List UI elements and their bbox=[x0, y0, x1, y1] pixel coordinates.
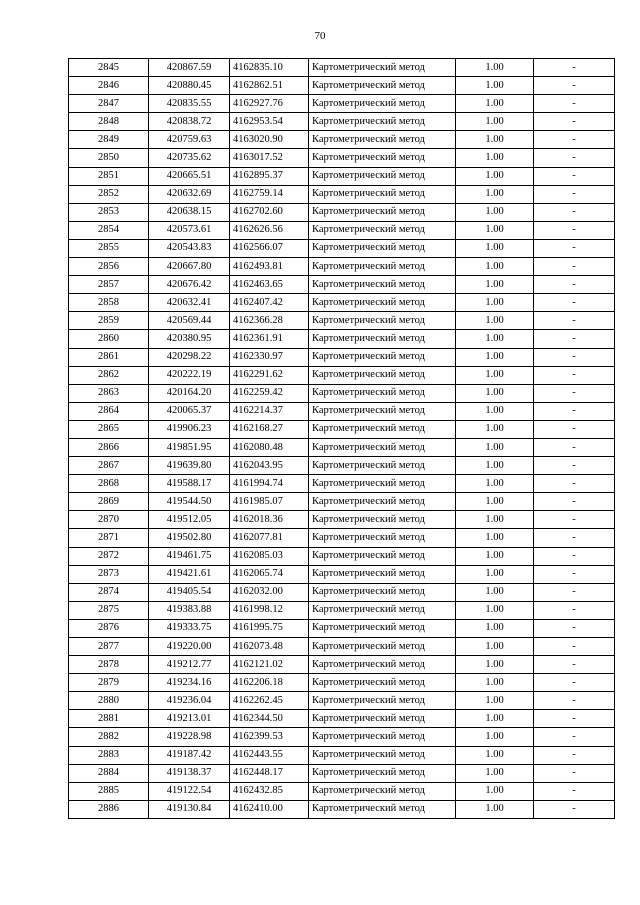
x-coordinate-cell: 420838.72 bbox=[149, 113, 230, 131]
method-cell: Картометрический метод bbox=[309, 366, 456, 384]
method-cell: Картометрический метод bbox=[309, 95, 456, 113]
note-cell: - bbox=[534, 782, 615, 800]
point-number-cell: 2885 bbox=[69, 782, 149, 800]
method-cell: Картометрический метод bbox=[309, 402, 456, 420]
y-coordinate-cell: 4162330.97 bbox=[230, 348, 309, 366]
point-number-cell: 2859 bbox=[69, 312, 149, 330]
table-row bbox=[69, 185, 615, 203]
note-cell: - bbox=[534, 728, 615, 746]
point-number-cell: 2852 bbox=[69, 185, 149, 203]
accuracy-cell: 1.00 bbox=[456, 402, 534, 420]
accuracy-cell: 1.00 bbox=[456, 312, 534, 330]
y-coordinate-cell: 4162214.37 bbox=[230, 402, 309, 420]
point-number-cell: 2854 bbox=[69, 221, 149, 239]
table-row bbox=[69, 312, 615, 330]
note-cell: - bbox=[534, 475, 615, 493]
table-row bbox=[69, 656, 615, 674]
x-coordinate-cell: 420665.51 bbox=[149, 167, 230, 185]
y-coordinate-cell: 4162043.95 bbox=[230, 457, 309, 475]
x-coordinate-cell: 420380.95 bbox=[149, 330, 230, 348]
table-row bbox=[69, 59, 615, 77]
method-cell: Картометрический метод bbox=[309, 384, 456, 402]
table-row bbox=[69, 800, 615, 818]
accuracy-cell: 1.00 bbox=[456, 710, 534, 728]
method-cell: Картометрический метод bbox=[309, 547, 456, 565]
point-number-cell: 2863 bbox=[69, 384, 149, 402]
y-coordinate-cell: 4162168.27 bbox=[230, 420, 309, 438]
note-cell: - bbox=[534, 619, 615, 637]
note-cell: - bbox=[534, 674, 615, 692]
accuracy-cell: 1.00 bbox=[456, 619, 534, 637]
note-cell: - bbox=[534, 384, 615, 402]
note-cell: - bbox=[534, 656, 615, 674]
accuracy-cell: 1.00 bbox=[456, 475, 534, 493]
table-row bbox=[69, 330, 615, 348]
x-coordinate-cell: 420735.62 bbox=[149, 149, 230, 167]
y-coordinate-cell: 4162895.37 bbox=[230, 167, 309, 185]
accuracy-cell: 1.00 bbox=[456, 258, 534, 276]
accuracy-cell: 1.00 bbox=[456, 692, 534, 710]
accuracy-cell: 1.00 bbox=[456, 366, 534, 384]
point-number-cell: 2875 bbox=[69, 601, 149, 619]
y-coordinate-cell: 4162073.48 bbox=[230, 638, 309, 656]
method-cell: Картометрический метод bbox=[309, 330, 456, 348]
accuracy-cell: 1.00 bbox=[456, 493, 534, 511]
point-number-cell: 2865 bbox=[69, 420, 149, 438]
point-number-cell: 2849 bbox=[69, 131, 149, 149]
method-cell: Картометрический метод bbox=[309, 619, 456, 637]
note-cell: - bbox=[534, 330, 615, 348]
note-cell: - bbox=[534, 312, 615, 330]
point-number-cell: 2876 bbox=[69, 619, 149, 637]
method-cell: Картометрический метод bbox=[309, 203, 456, 221]
y-coordinate-cell: 4162259.42 bbox=[230, 384, 309, 402]
x-coordinate-cell: 419333.75 bbox=[149, 619, 230, 637]
accuracy-cell: 1.00 bbox=[456, 203, 534, 221]
accuracy-cell: 1.00 bbox=[456, 674, 534, 692]
point-number-cell: 2857 bbox=[69, 276, 149, 294]
point-number-cell: 2847 bbox=[69, 95, 149, 113]
x-coordinate-cell: 420573.61 bbox=[149, 221, 230, 239]
method-cell: Картометрический метод bbox=[309, 276, 456, 294]
table-row bbox=[69, 384, 615, 402]
y-coordinate-cell: 4162862.51 bbox=[230, 77, 309, 95]
point-number-cell: 2879 bbox=[69, 674, 149, 692]
method-cell: Картометрический метод bbox=[309, 511, 456, 529]
coordinates-table-body bbox=[69, 59, 615, 819]
point-number-cell: 2867 bbox=[69, 457, 149, 475]
note-cell: - bbox=[534, 366, 615, 384]
accuracy-cell: 1.00 bbox=[456, 95, 534, 113]
method-cell: Картометрический метод bbox=[309, 258, 456, 276]
method-cell: Картометрический метод bbox=[309, 493, 456, 511]
method-cell: Картометрический метод bbox=[309, 420, 456, 438]
point-number-cell: 2868 bbox=[69, 475, 149, 493]
accuracy-cell: 1.00 bbox=[456, 547, 534, 565]
method-cell: Картометрический метод bbox=[309, 294, 456, 312]
y-coordinate-cell: 4161995.75 bbox=[230, 619, 309, 637]
table-row bbox=[69, 710, 615, 728]
method-cell: Картометрический метод bbox=[309, 77, 456, 95]
accuracy-cell: 1.00 bbox=[456, 457, 534, 475]
accuracy-cell: 1.00 bbox=[456, 601, 534, 619]
y-coordinate-cell: 4162626.56 bbox=[230, 221, 309, 239]
method-cell: Картометрический метод bbox=[309, 113, 456, 131]
table-row bbox=[69, 746, 615, 764]
point-number-cell: 2886 bbox=[69, 800, 149, 818]
note-cell: - bbox=[534, 438, 615, 456]
point-number-cell: 2858 bbox=[69, 294, 149, 312]
y-coordinate-cell: 4162702.60 bbox=[230, 203, 309, 221]
method-cell: Картометрический метод bbox=[309, 638, 456, 656]
x-coordinate-cell: 419906.23 bbox=[149, 420, 230, 438]
y-coordinate-cell: 4163017.52 bbox=[230, 149, 309, 167]
table-row bbox=[69, 764, 615, 782]
accuracy-cell: 1.00 bbox=[456, 185, 534, 203]
method-cell: Картометрический метод bbox=[309, 149, 456, 167]
table-row bbox=[69, 276, 615, 294]
accuracy-cell: 1.00 bbox=[456, 565, 534, 583]
note-cell: - bbox=[534, 565, 615, 583]
method-cell: Картометрический метод bbox=[309, 710, 456, 728]
x-coordinate-cell: 419228.98 bbox=[149, 728, 230, 746]
table-row bbox=[69, 95, 615, 113]
x-coordinate-cell: 419122.54 bbox=[149, 782, 230, 800]
y-coordinate-cell: 4163020.90 bbox=[230, 131, 309, 149]
table-row bbox=[69, 294, 615, 312]
point-number-cell: 2883 bbox=[69, 746, 149, 764]
point-number-cell: 2882 bbox=[69, 728, 149, 746]
note-cell: - bbox=[534, 710, 615, 728]
x-coordinate-cell: 419138.37 bbox=[149, 764, 230, 782]
accuracy-cell: 1.00 bbox=[456, 294, 534, 312]
method-cell: Картометрический метод bbox=[309, 312, 456, 330]
accuracy-cell: 1.00 bbox=[456, 330, 534, 348]
table-row bbox=[69, 565, 615, 583]
accuracy-cell: 1.00 bbox=[456, 656, 534, 674]
table-row bbox=[69, 113, 615, 131]
x-coordinate-cell: 419421.61 bbox=[149, 565, 230, 583]
x-coordinate-cell: 419502.80 bbox=[149, 529, 230, 547]
accuracy-cell: 1.00 bbox=[456, 77, 534, 95]
x-coordinate-cell: 419236.04 bbox=[149, 692, 230, 710]
point-number-cell: 2874 bbox=[69, 583, 149, 601]
table-row bbox=[69, 258, 615, 276]
point-number-cell: 2848 bbox=[69, 113, 149, 131]
accuracy-cell: 1.00 bbox=[456, 583, 534, 601]
note-cell: - bbox=[534, 601, 615, 619]
table-row bbox=[69, 348, 615, 366]
method-cell: Картометрический метод bbox=[309, 674, 456, 692]
point-number-cell: 2856 bbox=[69, 258, 149, 276]
table-row bbox=[69, 77, 615, 95]
point-number-cell: 2881 bbox=[69, 710, 149, 728]
accuracy-cell: 1.00 bbox=[456, 782, 534, 800]
coordinates-table bbox=[68, 58, 615, 819]
y-coordinate-cell: 4162443.55 bbox=[230, 746, 309, 764]
point-number-cell: 2860 bbox=[69, 330, 149, 348]
y-coordinate-cell: 4162291.62 bbox=[230, 366, 309, 384]
x-coordinate-cell: 420667.80 bbox=[149, 258, 230, 276]
note-cell: - bbox=[534, 692, 615, 710]
table-row bbox=[69, 131, 615, 149]
table-row bbox=[69, 366, 615, 384]
method-cell: Картометрический метод bbox=[309, 800, 456, 818]
table-row bbox=[69, 583, 615, 601]
point-number-cell: 2866 bbox=[69, 438, 149, 456]
table-row bbox=[69, 239, 615, 257]
note-cell: - bbox=[534, 583, 615, 601]
note-cell: - bbox=[534, 59, 615, 77]
note-cell: - bbox=[534, 800, 615, 818]
y-coordinate-cell: 4162262.45 bbox=[230, 692, 309, 710]
x-coordinate-cell: 419213.01 bbox=[149, 710, 230, 728]
note-cell: - bbox=[534, 348, 615, 366]
accuracy-cell: 1.00 bbox=[456, 384, 534, 402]
point-number-cell: 2880 bbox=[69, 692, 149, 710]
accuracy-cell: 1.00 bbox=[456, 131, 534, 149]
y-coordinate-cell: 4162080.48 bbox=[230, 438, 309, 456]
y-coordinate-cell: 4161985.07 bbox=[230, 493, 309, 511]
table-row bbox=[69, 547, 615, 565]
x-coordinate-cell: 419639.80 bbox=[149, 457, 230, 475]
note-cell: - bbox=[534, 77, 615, 95]
table-row bbox=[69, 420, 615, 438]
note-cell: - bbox=[534, 457, 615, 475]
point-number-cell: 2877 bbox=[69, 638, 149, 656]
method-cell: Картометрический метод bbox=[309, 438, 456, 456]
x-coordinate-cell: 420759.63 bbox=[149, 131, 230, 149]
method-cell: Картометрический метод bbox=[309, 728, 456, 746]
accuracy-cell: 1.00 bbox=[456, 239, 534, 257]
point-number-cell: 2864 bbox=[69, 402, 149, 420]
x-coordinate-cell: 420632.69 bbox=[149, 185, 230, 203]
point-number-cell: 2851 bbox=[69, 167, 149, 185]
y-coordinate-cell: 4162121.02 bbox=[230, 656, 309, 674]
table-row bbox=[69, 438, 615, 456]
x-coordinate-cell: 420867.59 bbox=[149, 59, 230, 77]
y-coordinate-cell: 4162432.85 bbox=[230, 782, 309, 800]
y-coordinate-cell: 4162566.07 bbox=[230, 239, 309, 257]
point-number-cell: 2872 bbox=[69, 547, 149, 565]
accuracy-cell: 1.00 bbox=[456, 348, 534, 366]
note-cell: - bbox=[534, 95, 615, 113]
y-coordinate-cell: 4162366.28 bbox=[230, 312, 309, 330]
y-coordinate-cell: 4161998.12 bbox=[230, 601, 309, 619]
note-cell: - bbox=[534, 239, 615, 257]
x-coordinate-cell: 419588.17 bbox=[149, 475, 230, 493]
y-coordinate-cell: 4162077.81 bbox=[230, 529, 309, 547]
method-cell: Картометрический метод bbox=[309, 348, 456, 366]
x-coordinate-cell: 419544.50 bbox=[149, 493, 230, 511]
accuracy-cell: 1.00 bbox=[456, 638, 534, 656]
y-coordinate-cell: 4161994.74 bbox=[230, 475, 309, 493]
method-cell: Картометрический метод bbox=[309, 131, 456, 149]
y-coordinate-cell: 4162032.00 bbox=[230, 583, 309, 601]
x-coordinate-cell: 420298.22 bbox=[149, 348, 230, 366]
x-coordinate-cell: 419234.16 bbox=[149, 674, 230, 692]
method-cell: Картометрический метод bbox=[309, 457, 456, 475]
table-row bbox=[69, 457, 615, 475]
note-cell: - bbox=[534, 511, 615, 529]
method-cell: Картометрический метод bbox=[309, 221, 456, 239]
accuracy-cell: 1.00 bbox=[456, 511, 534, 529]
method-cell: Картометрический метод bbox=[309, 185, 456, 203]
x-coordinate-cell: 419212.77 bbox=[149, 656, 230, 674]
note-cell: - bbox=[534, 276, 615, 294]
method-cell: Картометрический метод bbox=[309, 565, 456, 583]
table-row bbox=[69, 782, 615, 800]
x-coordinate-cell: 419187.42 bbox=[149, 746, 230, 764]
table-row bbox=[69, 692, 615, 710]
accuracy-cell: 1.00 bbox=[456, 149, 534, 167]
note-cell: - bbox=[534, 529, 615, 547]
x-coordinate-cell: 420164.20 bbox=[149, 384, 230, 402]
x-coordinate-cell: 419461.75 bbox=[149, 547, 230, 565]
method-cell: Картометрический метод bbox=[309, 475, 456, 493]
method-cell: Картометрический метод bbox=[309, 529, 456, 547]
point-number-cell: 2871 bbox=[69, 529, 149, 547]
x-coordinate-cell: 419130.84 bbox=[149, 800, 230, 818]
table-row bbox=[69, 511, 615, 529]
method-cell: Картометрический метод bbox=[309, 239, 456, 257]
point-number-cell: 2855 bbox=[69, 239, 149, 257]
y-coordinate-cell: 4162399.53 bbox=[230, 728, 309, 746]
note-cell: - bbox=[534, 420, 615, 438]
page-number: 70 bbox=[314, 30, 326, 42]
accuracy-cell: 1.00 bbox=[456, 276, 534, 294]
y-coordinate-cell: 4162835.10 bbox=[230, 59, 309, 77]
point-number-cell: 2873 bbox=[69, 565, 149, 583]
point-number-cell: 2846 bbox=[69, 77, 149, 95]
point-number-cell: 2861 bbox=[69, 348, 149, 366]
point-number-cell: 2850 bbox=[69, 149, 149, 167]
x-coordinate-cell: 420543.83 bbox=[149, 239, 230, 257]
y-coordinate-cell: 4162085.03 bbox=[230, 547, 309, 565]
accuracy-cell: 1.00 bbox=[456, 728, 534, 746]
point-number-cell: 2870 bbox=[69, 511, 149, 529]
y-coordinate-cell: 4162407.42 bbox=[230, 294, 309, 312]
accuracy-cell: 1.00 bbox=[456, 113, 534, 131]
x-coordinate-cell: 420638.15 bbox=[149, 203, 230, 221]
table-row bbox=[69, 203, 615, 221]
note-cell: - bbox=[534, 113, 615, 131]
method-cell: Картометрический метод bbox=[309, 656, 456, 674]
table-row bbox=[69, 221, 615, 239]
note-cell: - bbox=[534, 258, 615, 276]
point-number-cell: 2878 bbox=[69, 656, 149, 674]
table-row bbox=[69, 619, 615, 637]
table-row bbox=[69, 493, 615, 511]
x-coordinate-cell: 420880.45 bbox=[149, 77, 230, 95]
x-coordinate-cell: 420835.55 bbox=[149, 95, 230, 113]
y-coordinate-cell: 4162927.76 bbox=[230, 95, 309, 113]
table-row bbox=[69, 402, 615, 420]
note-cell: - bbox=[534, 294, 615, 312]
method-cell: Картометрический метод bbox=[309, 583, 456, 601]
note-cell: - bbox=[534, 493, 615, 511]
y-coordinate-cell: 4162344.50 bbox=[230, 710, 309, 728]
method-cell: Картометрический метод bbox=[309, 167, 456, 185]
method-cell: Картометрический метод bbox=[309, 59, 456, 77]
note-cell: - bbox=[534, 131, 615, 149]
y-coordinate-cell: 4162410.00 bbox=[230, 800, 309, 818]
method-cell: Картометрический метод bbox=[309, 601, 456, 619]
method-cell: Картометрический метод bbox=[309, 692, 456, 710]
x-coordinate-cell: 420222.19 bbox=[149, 366, 230, 384]
accuracy-cell: 1.00 bbox=[456, 221, 534, 239]
accuracy-cell: 1.00 bbox=[456, 764, 534, 782]
table-row bbox=[69, 167, 615, 185]
accuracy-cell: 1.00 bbox=[456, 529, 534, 547]
table-row bbox=[69, 529, 615, 547]
x-coordinate-cell: 419383.88 bbox=[149, 601, 230, 619]
accuracy-cell: 1.00 bbox=[456, 800, 534, 818]
x-coordinate-cell: 420569.44 bbox=[149, 312, 230, 330]
accuracy-cell: 1.00 bbox=[456, 167, 534, 185]
note-cell: - bbox=[534, 638, 615, 656]
note-cell: - bbox=[534, 185, 615, 203]
x-coordinate-cell: 420632.41 bbox=[149, 294, 230, 312]
point-number-cell: 2862 bbox=[69, 366, 149, 384]
x-coordinate-cell: 419405.54 bbox=[149, 583, 230, 601]
table-row bbox=[69, 475, 615, 493]
note-cell: - bbox=[534, 547, 615, 565]
x-coordinate-cell: 419851.95 bbox=[149, 438, 230, 456]
accuracy-cell: 1.00 bbox=[456, 420, 534, 438]
point-number-cell: 2853 bbox=[69, 203, 149, 221]
x-coordinate-cell: 419220.00 bbox=[149, 638, 230, 656]
method-cell: Картометрический метод bbox=[309, 764, 456, 782]
method-cell: Картометрический метод bbox=[309, 746, 456, 764]
note-cell: - bbox=[534, 203, 615, 221]
table-row bbox=[69, 638, 615, 656]
table-row bbox=[69, 149, 615, 167]
point-number-cell: 2845 bbox=[69, 59, 149, 77]
x-coordinate-cell: 420065.37 bbox=[149, 402, 230, 420]
note-cell: - bbox=[534, 167, 615, 185]
table-row bbox=[69, 601, 615, 619]
y-coordinate-cell: 4162448.17 bbox=[230, 764, 309, 782]
point-number-cell: 2884 bbox=[69, 764, 149, 782]
note-cell: - bbox=[534, 746, 615, 764]
y-coordinate-cell: 4162206.18 bbox=[230, 674, 309, 692]
note-cell: - bbox=[534, 402, 615, 420]
note-cell: - bbox=[534, 149, 615, 167]
x-coordinate-cell: 420676.42 bbox=[149, 276, 230, 294]
note-cell: - bbox=[534, 764, 615, 782]
y-coordinate-cell: 4162759.14 bbox=[230, 185, 309, 203]
y-coordinate-cell: 4162065.74 bbox=[230, 565, 309, 583]
y-coordinate-cell: 4162493.81 bbox=[230, 258, 309, 276]
x-coordinate-cell: 419512.05 bbox=[149, 511, 230, 529]
accuracy-cell: 1.00 bbox=[456, 59, 534, 77]
y-coordinate-cell: 4162018.36 bbox=[230, 511, 309, 529]
y-coordinate-cell: 4162953.54 bbox=[230, 113, 309, 131]
table-row bbox=[69, 674, 615, 692]
accuracy-cell: 1.00 bbox=[456, 438, 534, 456]
point-number-cell: 2869 bbox=[69, 493, 149, 511]
note-cell: - bbox=[534, 221, 615, 239]
table-row bbox=[69, 728, 615, 746]
y-coordinate-cell: 4162463.65 bbox=[230, 276, 309, 294]
method-cell: Картометрический метод bbox=[309, 782, 456, 800]
y-coordinate-cell: 4162361.91 bbox=[230, 330, 309, 348]
accuracy-cell: 1.00 bbox=[456, 746, 534, 764]
